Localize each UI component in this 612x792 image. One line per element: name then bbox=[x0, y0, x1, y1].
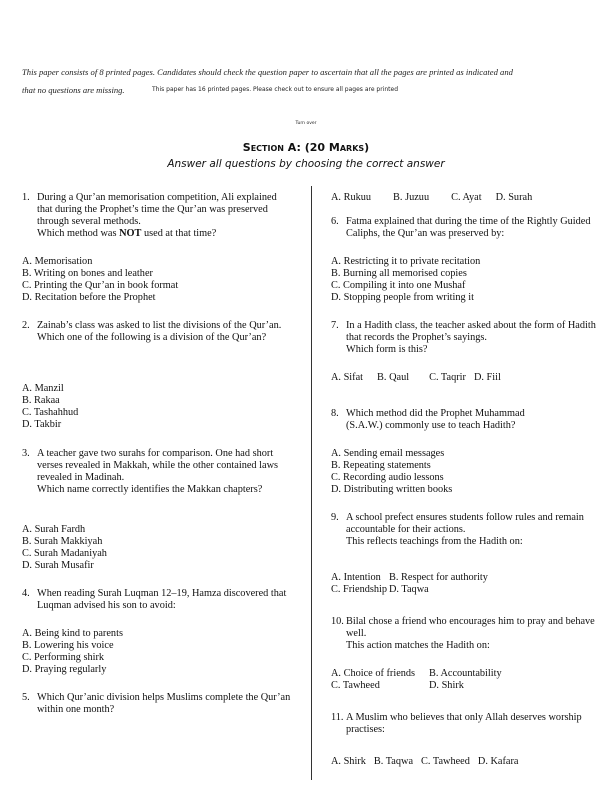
question-8 bbox=[331, 408, 601, 432]
question-number: 4. bbox=[22, 588, 30, 599]
option[interactable]: D. Surah Musafir bbox=[22, 560, 94, 571]
question-2 bbox=[22, 320, 294, 344]
option[interactable]: D. Shirk bbox=[429, 680, 464, 691]
question-7-options bbox=[331, 372, 601, 384]
turn-over: Turn over bbox=[295, 121, 317, 126]
question-text: A Muslim who believes that only Allah deserves worship practises: bbox=[346, 712, 582, 735]
option[interactable]: C. Compiling it into one Mushaf bbox=[331, 280, 466, 291]
option[interactable]: C. Friendship bbox=[331, 584, 388, 595]
question-text: used at that time? bbox=[141, 228, 217, 239]
question-3 bbox=[22, 448, 294, 496]
question-text: Bilal chose a friend who encourages him to pray and behave well. bbox=[346, 616, 595, 639]
question-number: 3. bbox=[22, 448, 30, 459]
question-text: When reading Surah Luqman 12–19, Hamza discovered that Luqman advised his son to avoid: bbox=[37, 588, 287, 611]
notice-line-1: This paper consists of 8 printed pages. Candidates should check the question paper to ascertain that all the pages are printed as indicated and bbox=[22, 67, 513, 77]
question-5 bbox=[22, 692, 294, 716]
question-number: 6. bbox=[331, 216, 339, 227]
option[interactable]: A. Surah Fardh bbox=[22, 524, 86, 535]
question-text: During a Qur’an memorisation competition, Ali explained that during the Prophet’s time the Qur’an was preserved through several methods. bbox=[37, 192, 277, 227]
question-3-options bbox=[22, 524, 297, 572]
option[interactable]: B. Respect for authority bbox=[389, 572, 488, 583]
question-number: 8. bbox=[331, 408, 339, 419]
option[interactable]: D. Praying regularly bbox=[22, 664, 107, 675]
option[interactable]: A. Choice of friends bbox=[331, 668, 416, 679]
option[interactable]: B. Taqwa bbox=[373, 756, 414, 767]
question-1-options bbox=[22, 256, 297, 304]
option[interactable]: B. Surah Makkiyah bbox=[22, 536, 103, 547]
question-10-options bbox=[331, 668, 601, 692]
option[interactable]: A. Rukuu bbox=[331, 192, 372, 203]
option[interactable]: B. Lowering his voice bbox=[22, 640, 114, 651]
option[interactable]: B. Burning all memorised copies bbox=[331, 268, 467, 279]
option[interactable]: C. Recording audio lessons bbox=[331, 472, 444, 483]
option[interactable]: D. Stopping people from writing it bbox=[331, 292, 474, 303]
question-1 bbox=[22, 192, 294, 240]
question-text: Which form is this? bbox=[346, 344, 428, 355]
option[interactable]: D. Takbir bbox=[22, 419, 62, 430]
option[interactable]: C. Performing shirk bbox=[22, 652, 105, 663]
option[interactable]: C. Tawheed bbox=[331, 680, 380, 691]
question-4-options bbox=[22, 628, 297, 676]
option[interactable]: C. Ayat bbox=[451, 192, 482, 203]
question-text: A teacher gave two surahs for comparison. One had short verses revealed in Makkah, while the other contained laws revealed in Madinah. bbox=[37, 448, 279, 483]
option[interactable]: B. Repeating statements bbox=[331, 460, 431, 471]
option[interactable]: D. Kafara bbox=[477, 756, 519, 767]
option[interactable]: D. Surah bbox=[495, 192, 533, 203]
option[interactable]: B. Juzuu bbox=[393, 192, 430, 203]
question-text: Which Qur’anic division helps Muslims complete the Qur’an within one month? bbox=[37, 692, 291, 715]
question-text: Which one of the following is a division of the Qur’an? bbox=[37, 332, 267, 343]
option[interactable]: C. Taqrir bbox=[429, 372, 466, 383]
option[interactable]: A. Restricting it to private recitation bbox=[331, 256, 481, 267]
handwritten-note: This paper has 16 printed pages. Please check out to ensure all pages are printed bbox=[152, 86, 399, 93]
question-number: 7. bbox=[331, 320, 339, 331]
option[interactable]: B. Qaul bbox=[377, 372, 410, 383]
question-text: This reflects teachings from the Hadith on: bbox=[346, 536, 523, 547]
option[interactable]: B. Writing on bones and leather bbox=[22, 268, 153, 279]
question-text: Fatma explained that during the time of the Rightly Guided Caliphs, the Qur’an was preserved by: bbox=[346, 216, 591, 239]
option[interactable]: A. Shirk bbox=[331, 756, 366, 767]
option[interactable]: D. Taqwa bbox=[389, 584, 429, 595]
question-10 bbox=[331, 616, 601, 652]
option[interactable]: C. Tashahhud bbox=[22, 407, 79, 418]
question-number: 1. bbox=[22, 192, 30, 203]
option[interactable]: C. Tawheed bbox=[421, 756, 470, 767]
question-text: In a Hadith class, the teacher asked about the form of Hadith that records the Prophet’s sayings. bbox=[346, 320, 596, 343]
question-5-options bbox=[331, 192, 601, 204]
question-number: 11. bbox=[331, 712, 344, 723]
question-text: Which method did the Prophet Muhammad (S.A.W.) commonly use to teach Hadith? bbox=[346, 408, 525, 431]
option[interactable]: D. Fiil bbox=[473, 372, 501, 383]
option[interactable]: A. Sifat bbox=[331, 372, 364, 383]
question-text: Which method was bbox=[37, 228, 120, 239]
option[interactable]: B. Rakaa bbox=[22, 395, 60, 406]
question-7 bbox=[331, 320, 601, 356]
option[interactable]: D. Distributing written books bbox=[331, 484, 453, 495]
section-instruction: Answer all questions by choosing the correct answer bbox=[167, 158, 445, 170]
question-6 bbox=[331, 216, 601, 240]
option[interactable]: A. Manzil bbox=[22, 383, 64, 394]
option[interactable]: D. Recitation before the Prophet bbox=[22, 292, 156, 303]
option[interactable]: A. Being kind to parents bbox=[22, 628, 123, 639]
question-number: 5. bbox=[22, 692, 30, 703]
option[interactable]: A. Intention bbox=[331, 572, 381, 583]
question-9-options bbox=[331, 572, 601, 596]
question-number: 2. bbox=[22, 320, 30, 331]
question-text: Which name correctly identifies the Makkan chapters? bbox=[37, 484, 263, 495]
question-11-options bbox=[331, 756, 601, 768]
option[interactable]: A. Sending email messages bbox=[331, 448, 445, 459]
option[interactable]: A. Memorisation bbox=[22, 256, 93, 267]
question-4 bbox=[22, 588, 294, 612]
question-number: 9. bbox=[331, 512, 339, 523]
question-2-options bbox=[22, 383, 297, 431]
question-11 bbox=[331, 712, 601, 736]
question-number: 10. bbox=[331, 616, 344, 627]
column-divider bbox=[311, 186, 312, 780]
emphasis: NOT bbox=[119, 228, 142, 239]
question-text: Zainab’s class was asked to list the divisions of the Qur’an. bbox=[37, 320, 282, 331]
option[interactable]: B. Accountability bbox=[429, 668, 502, 679]
question-text: This action matches the Hadith on: bbox=[346, 640, 490, 651]
option[interactable]: C. Printing the Qur’an in book format bbox=[22, 280, 179, 291]
question-8-options bbox=[331, 448, 601, 496]
question-6-options bbox=[331, 256, 601, 304]
section-title: Section A: (20 Marks) bbox=[242, 141, 370, 154]
notice-line-2: that no questions are missing. bbox=[22, 85, 125, 95]
question-9 bbox=[331, 512, 601, 548]
option[interactable]: C. Surah Madaniyah bbox=[22, 548, 107, 559]
question-text: A school prefect ensures students follow rules and remain accountable for their actions. bbox=[346, 512, 584, 535]
